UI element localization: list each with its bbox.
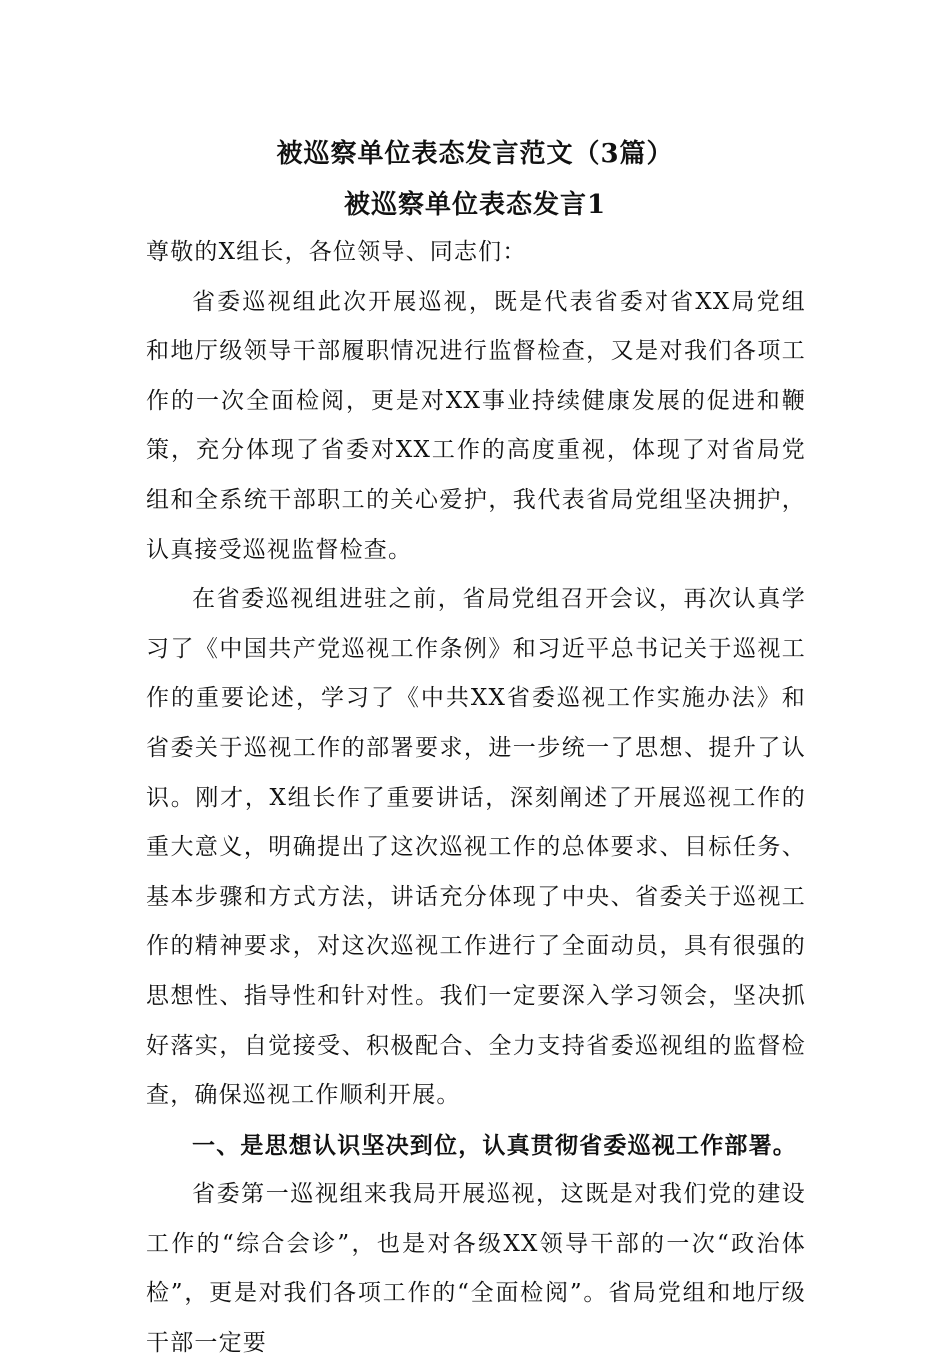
document-title: 被巡察单位表态发言范文（3篇） bbox=[276, 139, 674, 169]
section-heading-1: 一、是思想认识坚决到位，认真贯彻省委巡视工作部署。 bbox=[192, 1131, 797, 1159]
body-paragraph-1: 省委巡视组此次开展巡视，既是代表省委对省XX局党组和地厅级领导干部履职情况进行监督检查，又是对我们各项工作的一次全面检阅，更是对XX事业持续健康发展的促进和鞭策，充分体现了省委对XX工作的高度重视，体现了对省局党组和全系统干部职工的关心爱护，我代表省局党组坚决拥护，认真接受巡视监督检查。 bbox=[146, 288, 806, 563]
document-body bbox=[146, 228, 806, 1369]
salutation: 尊敬的X组长，各位领导、同志们： bbox=[146, 239, 527, 265]
body-paragraph-2: 在省委巡视组进驻之前，省局党组召开会议，再次认真学习了《中国共产党巡视工作条例》和习近平总书记关于巡视工作的重要论述，学习了《中共XX省委巡视工作实施办法》和省委关于巡视工作的部署要求，进一步统一了思想、提升了认识。刚才，X组长作了重要讲话，深刻阐述了开展巡视工作的重大意义，明确提出了这次巡视工作的总体要求、目标任务、基本步骤和方式方法，讲话充分体现了中央、省委关于巡视工作的精神要求，对这次巡视工作进行了全面动员，具有很强的思想性、指导性和针对性。我们一定要深入学习领会，坚决抓好落实，自觉接受、积极配合、全力支持省委巡视组的监督检查，确保巡视工作顺利开展。 bbox=[146, 586, 806, 1109]
document-subtitle: 被巡察单位表态发言1 bbox=[343, 190, 607, 220]
section-1-paragraph: 省委第一巡视组来我局开展巡视，这既是对我们党的建设工作的“综合会诊”，也是对各级XX领导干部的一次“政治体检”，更是对我们各项工作的“全面检阅”。省局党组和地厅级干部一定要 bbox=[146, 1181, 806, 1357]
